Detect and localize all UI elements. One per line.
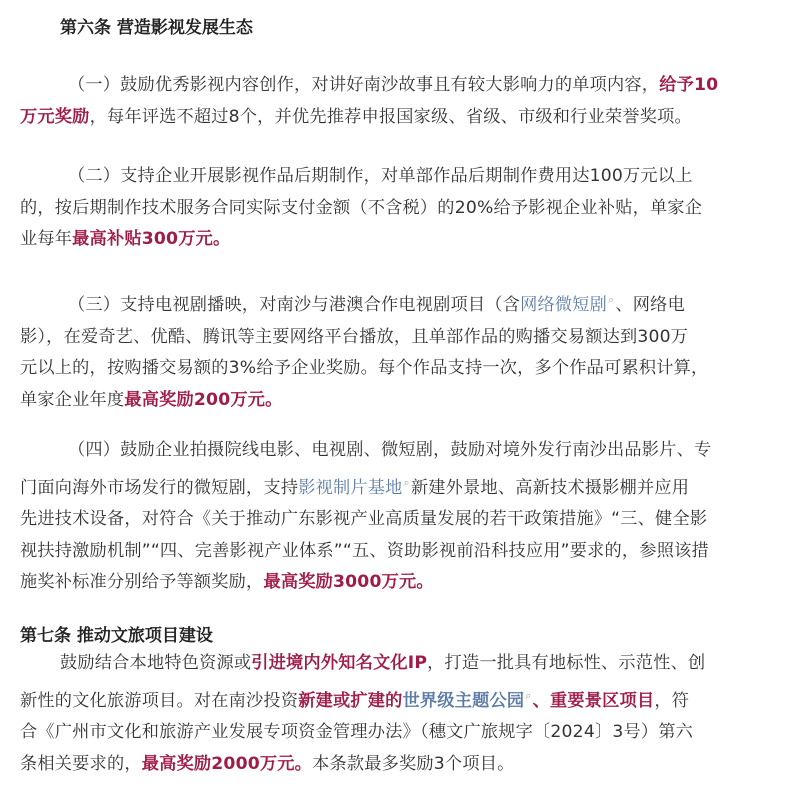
highlight-award: 万元奖励	[20, 106, 90, 127]
highlight-award: 最高奖励3000万元。	[263, 572, 434, 592]
magnifier-icon[interactable]: ⌕	[403, 475, 410, 489]
magnifier-icon[interactable]: ⌕	[608, 293, 615, 306]
highlight-scenic: 、重要景区项目	[532, 690, 655, 711]
highlight-award: 最高奖励2000万元。	[141, 753, 313, 774]
art6-paragraph-1: （一）鼓励优秀影视内容创作，对讲好南沙故事且有较大影响力的单项内容，给予10 万元奖励，每年评选不超过8个，并优先推荐申报国家级、省级、市级和行业荣誉奖项。	[20, 75, 719, 127]
highlight-award: 最高奖励200万元。	[124, 389, 283, 410]
link-theme-park[interactable]: 世界级主题公园	[402, 690, 525, 711]
magnifier-icon[interactable]: ⌕	[525, 688, 532, 702]
highlight-ip: 引进境内外知名文化IP	[251, 653, 428, 673]
art6-paragraph-4: （四）鼓励企业拍摄院线电影、电视剧、微短剧，鼓励对境外发行南沙出品影片、专 门面向海外市场发行的微短剧，支持影视制片基地⌕新建外景地、高新技术摄影棚并应用 先进技术设备，对符合《关于推动广东影视产业高质量发展的若干政策措施》“三、健全影 视扶持激励机制”“四、完善影视产业体系”“五、资助影视前沿科技应用”要求的，参照该措 施奖补标准分别给予等额奖励，最高奖励3000万元。	[20, 440, 712, 592]
highlight-new-build: 新建或扩建的	[298, 690, 403, 711]
highlight-subsidy: 最高补贴300万元。	[72, 229, 231, 249]
link-micro-drama[interactable]: 网络微短剧	[520, 295, 608, 315]
link-film-base[interactable]: 影视制片基地	[298, 477, 403, 498]
art6-paragraph-3: （三）支持电视剧播映，对南沙与港澳合作电视剧项目（含网络微短剧⌕、网络电 影），在爱奇艺、优酷、腾讯等主要网络平台播放，且单部作品的购播交易额达到300万 元以上的，按购播交易额的3%给予企业奖励。每个作品支持一次，多个作品可累积计算， 单家企业年度最高奖励200万元。	[20, 293, 709, 410]
highlight-award: 给予10	[659, 75, 719, 95]
article-7-title: 第七条 推动文旅项目建设	[20, 626, 213, 646]
art7-paragraph-1: 鼓励结合本地特色资源或引进境内外知名文化IP，打造一批具有地标性、示范性、创 新性的文化旅游项目。对在南沙投资新建或扩建的世界级主题公园⌕、重要景区项目，符 合《广州市文化和旅游产业发展专项资金管理办法》（穗文广旅规字〔2024〕3号）第六 条相关要求的，最高奖励2000万元。本条款最多奖励3个项目。	[20, 653, 706, 774]
art6-paragraph-2: （二）支持企业开展影视作品后期制作，对单部作品后期制作费用达100万元以上 的，按后期制作技术服务合同实际支付金额（不含税）的20%给予影视企业补贴，单家企 业每年最高补贴300万元。	[20, 166, 703, 249]
article-6-title: 第六条 营造影视发展生态	[60, 18, 253, 38]
